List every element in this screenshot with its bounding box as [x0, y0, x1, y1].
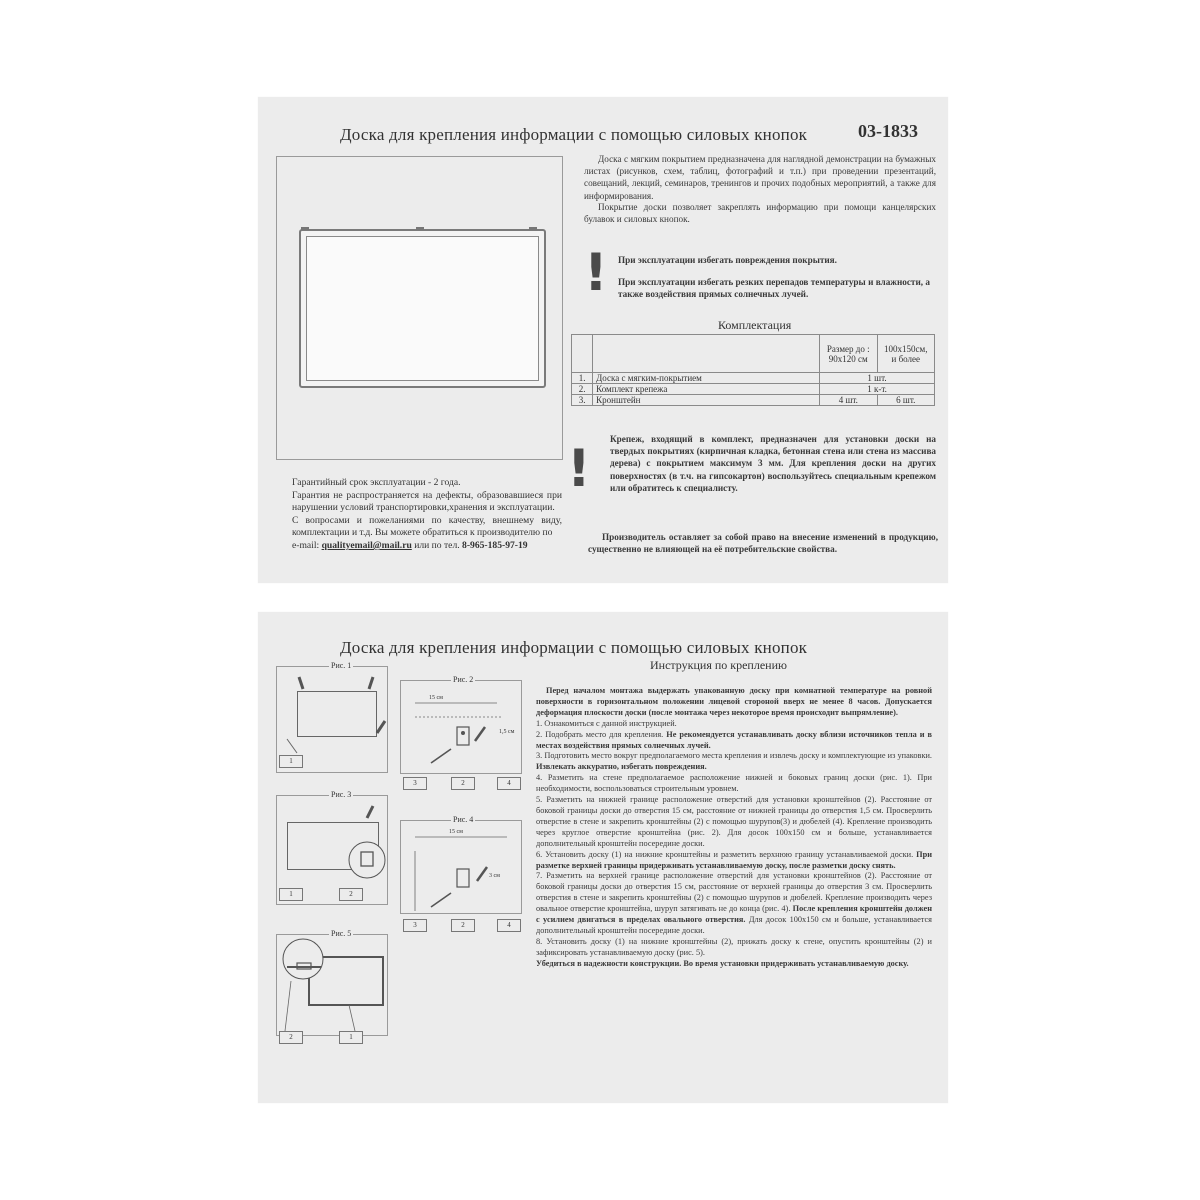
table-row	[572, 395, 935, 406]
figure-2-label: Рис. 2	[453, 675, 474, 684]
kit-row-qty: 1 шт.	[820, 373, 935, 384]
figure-callout: 3	[403, 919, 427, 932]
figure-4-label: Рис. 4	[453, 815, 474, 824]
figure-2	[400, 675, 522, 787]
warranty-line-2: Гарантия не распространяется на дефекты, образовавшиеся при нарушении условий транспортировки,хранения и эксплуатации.	[292, 489, 562, 514]
figure-callout: 2	[451, 777, 475, 790]
step-4: 4. Разметить на стене предполагаемое расположение нижней и боковых границ доски (рис. 1). При необходимости, воспользоваться строительным уровнем.	[536, 773, 932, 794]
figure-callout: 1	[279, 755, 303, 768]
figure-callout: 3	[403, 777, 427, 790]
board-clip	[301, 227, 309, 230]
step-6	[536, 850, 932, 872]
table-row	[572, 373, 935, 384]
warning-exclamation-icon: !	[567, 439, 591, 499]
warning-exclamation-icon: !	[584, 243, 608, 303]
kit-row-num: 1.	[572, 373, 593, 384]
phone-prefix: или по тел.	[414, 539, 460, 551]
step-7-extra: Для досок 100x150 см и больше, устанавливается дополнительный кронштейн посередине доски.	[536, 915, 932, 935]
instruction-steps	[536, 686, 932, 970]
figure-1	[276, 661, 388, 773]
board-clip	[416, 227, 424, 230]
table-row	[572, 384, 935, 395]
board-install-icon	[277, 935, 387, 1035]
step-6-warning: При разметке верхней границы придерживать устанавливаемую доску, после разметки доску снять.	[536, 849, 932, 870]
kit-col-size-a: Размер до : 90x120 см	[820, 335, 877, 373]
figure-1-label: Рис. 1	[331, 661, 352, 670]
step-3	[536, 751, 932, 773]
step-1: 1. Ознакомиться с данной инструкцией.	[536, 718, 677, 728]
description-paragraph-2: Покрытие доски позволяет закреплять информацию при помощи канцелярских булавок и силовых кнопок.	[584, 202, 936, 225]
figure-callout: 4	[497, 777, 521, 790]
intro-text: Перед началом монтажа выдержать упакованную доску при комнатной температуре на ровной поверхности в горизонтальном положении лицевой стороной вверх не менее 8 часов. Допускается деформация плоскости доски (после монтажа через некоторое время происходит выпрямление).	[536, 686, 932, 717]
warranty-line-1: Гарантийный срок эксплуатации - 2 года.	[292, 477, 461, 488]
description-paragraph-1: Доска с мягким покрытием предназначена для наглядной демонстрации на бумажных листах (рисунков, схем, таблиц, фотографий и т.п.) при проведении презентаций, совещаний, лекций, семинаров, тренингов и прочих подобных мероприятий, а также для информирования.	[584, 154, 936, 201]
product-code: 03-1833	[858, 121, 918, 141]
phone-number: 8-965-185-97-19	[462, 539, 528, 551]
step-7-warning: После крепления кронштейн должен с усилием двигаться в пределах овального отверстия.	[536, 904, 932, 925]
warranty-contacts	[292, 540, 562, 553]
kit-row-qty-b: 6 шт.	[877, 395, 934, 406]
dimension-label: 1,5 см	[499, 729, 515, 735]
board-clip	[529, 227, 537, 230]
kit-row-num: 2.	[572, 384, 593, 395]
warning-text-2: При эксплуатации избегать резких перепадов температуры и влажности, а также воздействия прямых солнечных лучей.	[618, 277, 930, 300]
email-link[interactable]: qualityemail@mail.ru	[321, 539, 412, 551]
step-7	[536, 871, 932, 936]
warning-text-1: При эксплуатации избегать повреждения покрытия.	[618, 255, 837, 265]
figure-callout: 2	[279, 1031, 303, 1044]
kit-col-size-b: 100x150см, и более	[877, 335, 934, 373]
figure-callout: 1	[339, 1031, 363, 1044]
mount-note: Крепеж, входящий в комплект, предназначен для установки доски на твердых покрытиях (кирпичная кладка, бетонная стена или стена из массива дерева) с покрытием максимум 3 мм. Для крепления доски на других поверхностях (в т.ч. на гипсокартон) воспользуйтесь специальным крепежом или обратитесь к специалисту.	[610, 434, 936, 493]
step-3-text: 3. Подготовить место вокруг предполагаемого места крепления и извлечь доску и комплектующие из упаковки.	[536, 751, 932, 761]
kit-row-num: 3.	[572, 395, 593, 406]
dimension-label: 15 см	[429, 695, 443, 701]
dimension-label: 3 см	[489, 873, 500, 879]
board-illustration-frame	[276, 156, 563, 460]
instruction-sheet-back	[258, 612, 948, 1103]
dimension-label: 15 см	[449, 829, 463, 835]
kit-row-qty: 1 к-т.	[820, 384, 935, 395]
product-title: Доска для крепления информации с помощью силовых кнопок	[340, 125, 808, 144]
product-title: Доска для крепления информации с помощью силовых кнопок	[340, 638, 808, 657]
figure-callout: 4	[497, 919, 521, 932]
kit-row-qty-a: 4 шт.	[820, 395, 877, 406]
step-6-text: 6. Установить доску (1) на нижние кронштейны и разметить верхнюю границу устанавливаемой доски.	[536, 849, 914, 859]
kit-table	[571, 334, 935, 406]
step-7-text: 7. Разметить на верхней границе расположение отверстий для установки кронштейнов (2). Расстояние от боковой границы доски до отверстия 15 см, расстояние от верхней границы до отверстия 3 см. Просверлить отверстия в стене и закрепить кронштейны (2) с помощью шурупов и дюбелей. Крепление производить через овальное отверстие кронштейна, шуруп затягивать не до конца (рис. 4).	[536, 871, 932, 914]
step-2-warning: Не рекомендуется устанавливать доску вблизи источников тепла и в местах воздействия прямых солнечных лучей.	[536, 729, 932, 750]
figure-5-label: Рис. 5	[331, 929, 352, 938]
board-surface	[306, 236, 539, 381]
maker-note: Производитель оставляет за собой право на внесение изменений в продукцию, существенно не влияющей на её потребительские свойства.	[588, 532, 938, 555]
step-2-text: 2. Подобрать место для крепления.	[536, 729, 664, 739]
instruction-subtitle: Инструкция по креплению	[650, 658, 787, 672]
email-prefix: e-mail:	[292, 539, 320, 551]
step-2	[536, 730, 932, 752]
kit-row-name: Доска с мягким-покрытием	[593, 373, 820, 384]
figure-4	[400, 815, 522, 929]
step-8: 8. Установить доску (1) на нижние кронштейны (2), прижать доску к стене, опустить кронштейны (2) и зафиксировать устанавливаемую доску (рис. 5).	[536, 936, 932, 957]
figure-callout: 1	[279, 888, 303, 901]
kit-row-name: Кронштейн	[593, 395, 820, 406]
figure-3	[276, 790, 388, 905]
board-illustration	[299, 229, 546, 388]
final-note: Убедиться в надежности конструкции. Во время установки придерживать устанавливаемую доску.	[536, 958, 909, 968]
kit-row-name: Комплект крепежа	[593, 384, 820, 395]
instruction-sheet-front	[258, 97, 948, 583]
figure-callout: 2	[451, 919, 475, 932]
kit-table-header	[572, 335, 935, 373]
bracket-mount-icon	[401, 821, 521, 913]
step-5: 5. Разметить на нижней границе расположение отверстий для установки кронштейнов (2). Расстояние от боковой границы доски до отверстия 15 см, расстояние от нижней границы до отверстия 1,5 см. Просверлить отверстие в стене и закрепить кронштейны (2) с помощью шурупов(3) и дюбелей (4). Крепление производить через круглое отверстие кронштейна (рис. 2). Для досок 100x150 см и больше, устанавливается дополнительный кронштейн посередине доски.	[536, 795, 932, 848]
figure-3-label: Рис. 3	[331, 790, 352, 799]
warranty-line-3: С вопросами и пожеланиями по качеству, внешнему виду, комплектации и т.д. Вы можете обратиться к производителю по	[292, 514, 562, 539]
bracket-mount-icon	[401, 681, 521, 773]
figure-callout: 2	[339, 888, 363, 901]
kit-title: Комплектация	[718, 318, 792, 332]
step-3-warning: Извлекать аккуратно, избегать повреждения.	[536, 762, 707, 772]
warranty-block	[292, 477, 562, 553]
figure-5	[276, 929, 388, 1041]
